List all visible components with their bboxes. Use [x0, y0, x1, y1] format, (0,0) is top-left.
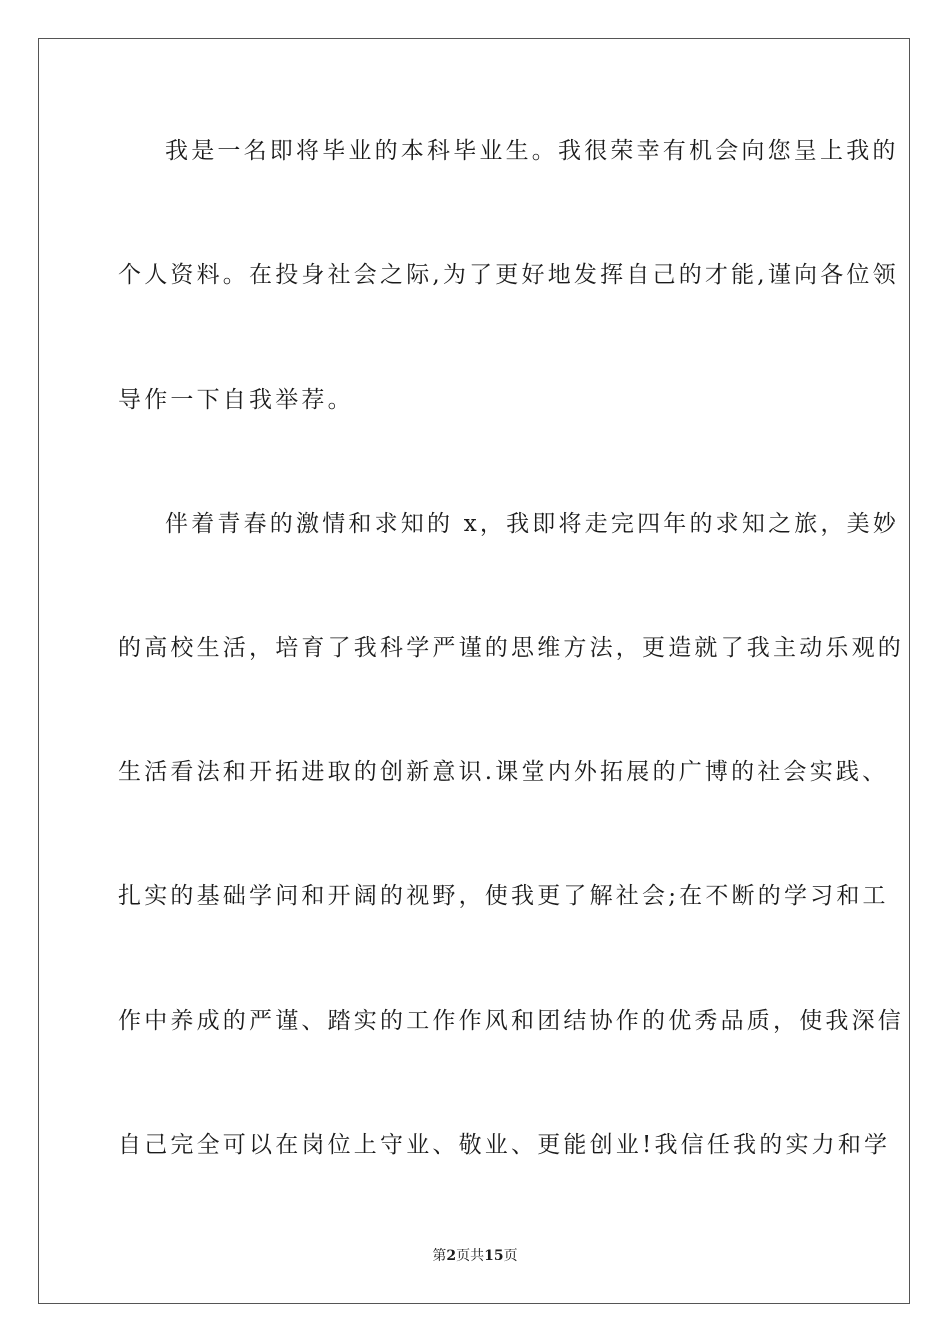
page-footer [0, 1247, 950, 1265]
paragraph-2-line-6: 自己完全可以在岗位上守业、敬业、更能创业!我信任我的实力和学 [118, 1132, 891, 1158]
paragraph-2-line-3: 生活看法和开拓进取的创新意识.课堂内外拓展的广博的社会实践、 [118, 759, 889, 785]
paragraph-2-line-2: 的高校生活，培育了我科学严谨的思维方法，更造就了我主动乐观的 [118, 635, 904, 661]
paragraph-2-line-5: 作中养成的严谨、踏实的工作作风和团结协作的优秀品质，使我深信 [118, 1008, 904, 1034]
page-border [38, 38, 910, 1304]
paragraph-1-line-3: 导作一下自我举荐。 [118, 387, 354, 413]
footer-total-prefix: 共 [470, 1248, 485, 1264]
footer-page-number: 2 [446, 1248, 457, 1264]
paragraph-1-line-1: 我是一名即将毕业的本科毕业生。我很荣幸有机会向您呈上我的 [165, 138, 899, 164]
footer-total-pages: 15 [484, 1248, 504, 1264]
paragraph-2-line-4: 扎实的基础学问和开阔的视野，使我更了解社会;在不断的学习和工 [118, 883, 889, 909]
paragraph-1-line-2: 个人资料。在投身社会之际,为了更好地发挥自己的才能,谨向各位领 [118, 262, 899, 288]
paragraph-2-line-1: 伴着青春的激情和求知的 x，我即将走完四年的求知之旅，美妙 [165, 511, 900, 537]
footer-page-prefix: 第 [432, 1248, 447, 1264]
footer-page-suffix: 页 [456, 1248, 471, 1264]
footer-total-suffix: 页 [503, 1248, 518, 1264]
